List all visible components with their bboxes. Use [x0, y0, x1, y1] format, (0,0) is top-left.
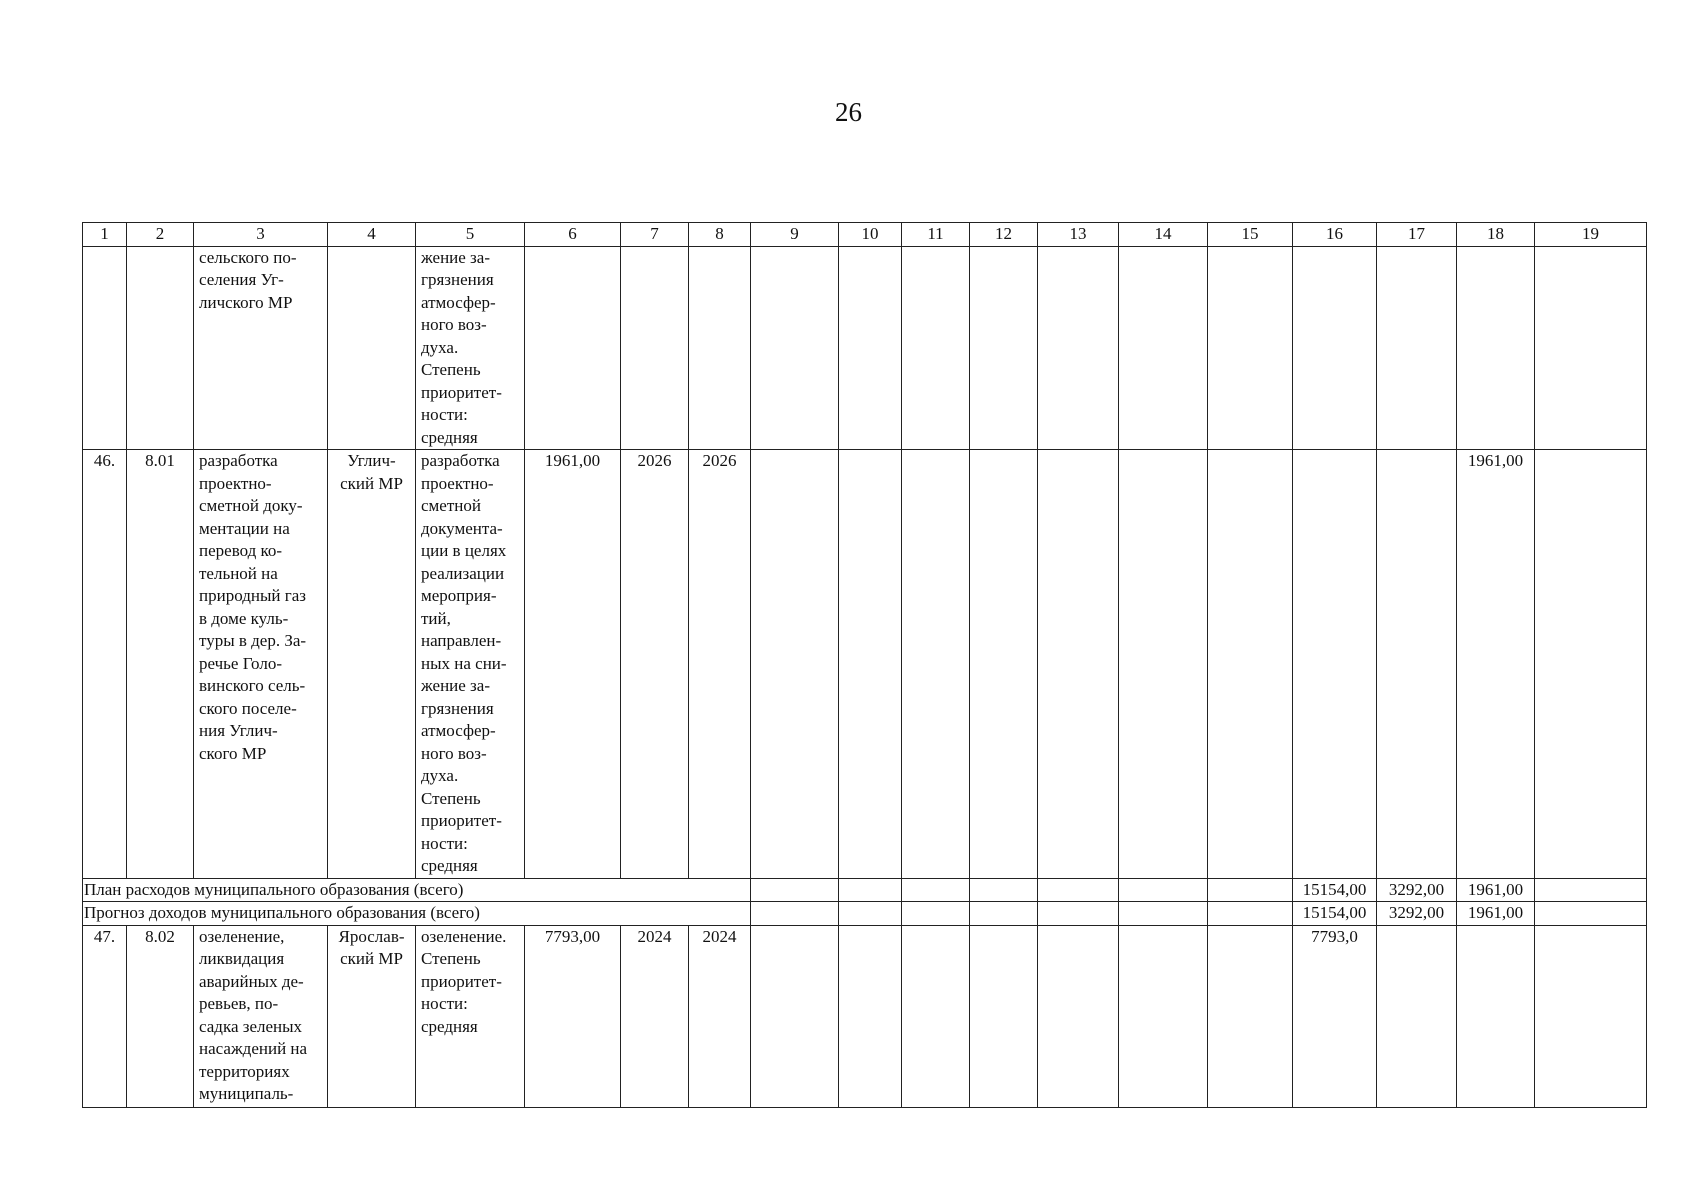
table-cell [902, 450, 970, 879]
amount-col16-cell: 7793,0 [1293, 925, 1377, 1107]
table-cell [751, 925, 839, 1107]
table-cell [751, 902, 839, 926]
header-row [83, 223, 1647, 247]
row-number-cell: 47. [83, 925, 127, 1107]
table-cell [970, 902, 1038, 926]
table-cell [1293, 450, 1377, 879]
row-number-cell: 46. [83, 450, 127, 879]
table-row-46 [83, 450, 1647, 879]
plan-total-row [83, 878, 1647, 902]
table-cell [1457, 925, 1535, 1107]
table-cell [328, 246, 416, 450]
table-cell [1535, 902, 1647, 926]
table-row-continued [83, 246, 1647, 450]
table-cell [83, 246, 127, 450]
start-year-cell: 2026 [621, 450, 689, 879]
measure-goal-cell: озеленение. Степень приоритет- ности: средняя [416, 925, 525, 1107]
table-cell [1119, 925, 1208, 1107]
table-cell [127, 246, 194, 450]
table-cell [1208, 246, 1293, 450]
header-cell: 1 [83, 223, 127, 247]
forecast-total-label: Прогноз доходов муниципального образования (всего) [83, 902, 751, 926]
measure-name-cell: озеленение, ликвидация аварийных де- ревьев, по- садка зеленых насаждений на территориях муниципаль- [194, 925, 328, 1107]
table-cell [1038, 450, 1119, 879]
measure-goal-cell: разработка проектно- сметной документа- ции в целях реализации мероприя- тий, направлен- ных на сни- жение за- грязнения атмосфер- ного воз- духа. Степень приоритет- ности: средняя [416, 450, 525, 879]
table-cell [1038, 878, 1119, 902]
header-cell: 13 [1038, 223, 1119, 247]
table-cell [1208, 925, 1293, 1107]
table-cell [839, 878, 902, 902]
header-cell: 8 [689, 223, 751, 247]
table-cell [1038, 925, 1119, 1107]
header-cell: 19 [1535, 223, 1647, 247]
start-year-cell: 2024 [621, 925, 689, 1107]
header-cell: 17 [1377, 223, 1457, 247]
table-cell [902, 925, 970, 1107]
header-cell: 11 [902, 223, 970, 247]
table-cell [1293, 246, 1377, 450]
table-cell [1119, 246, 1208, 450]
page-number: 26 [835, 97, 862, 127]
table-cell [970, 246, 1038, 450]
table-cell [1208, 450, 1293, 879]
cost-cell: 7793,00 [525, 925, 621, 1107]
amount-col18-cell: 1961,00 [1457, 902, 1535, 926]
table-cell [525, 246, 621, 450]
header-cell: 10 [839, 223, 902, 247]
plan-total-label: План расходов муниципального образования (всего) [83, 878, 751, 902]
table-cell [1208, 902, 1293, 926]
table-cell [839, 902, 902, 926]
table-cell [1038, 902, 1119, 926]
cost-cell: 1961,00 [525, 450, 621, 879]
table-cell [621, 246, 689, 450]
table-cell [751, 878, 839, 902]
table-cell [1208, 878, 1293, 902]
table-cell [1535, 925, 1647, 1107]
table-cell [970, 450, 1038, 879]
table-cell [902, 902, 970, 926]
table-cell [1457, 246, 1535, 450]
table-cell [1535, 246, 1647, 450]
header-cell: 16 [1293, 223, 1377, 247]
table-cell [689, 246, 751, 450]
table-cell [839, 246, 902, 450]
table-cell [1535, 450, 1647, 879]
amount-col17-cell: 3292,00 [1377, 878, 1457, 902]
budget-table [82, 222, 1647, 1108]
table-cell [970, 878, 1038, 902]
table-cell [970, 925, 1038, 1107]
header-cell: 4 [328, 223, 416, 247]
header-cell: 2 [127, 223, 194, 247]
table-cell [1119, 878, 1208, 902]
district-cell: Углич- ский МР [328, 450, 416, 879]
amount-col18-cell: 1961,00 [1457, 450, 1535, 879]
measure-goal-cell: жение за- грязнения атмосфер- ного воз- духа. Степень приоритет- ности: средняя [416, 246, 525, 450]
table-cell [1535, 878, 1647, 902]
table-cell [1119, 450, 1208, 879]
amount-col17-cell: 3292,00 [1377, 902, 1457, 926]
end-year-cell: 2024 [689, 925, 751, 1107]
measure-name-cell: разработка проектно- сметной доку- ментации на перевод ко- тельной на природный газ в доме куль- туры в дер. За- речье Голо- винского сель- ского поселе- ния Углич- ского МР [194, 450, 328, 879]
table-cell [1119, 902, 1208, 926]
header-cell: 6 [525, 223, 621, 247]
table-cell [902, 878, 970, 902]
header-cell: 12 [970, 223, 1038, 247]
measure-code-cell: 8.01 [127, 450, 194, 879]
amount-col16-cell: 15154,00 [1293, 902, 1377, 926]
table-row-47 [83, 925, 1647, 1107]
table-cell [1038, 246, 1119, 450]
table-cell [1377, 925, 1457, 1107]
table-cell [902, 246, 970, 450]
forecast-total-row [83, 902, 1647, 926]
header-cell: 18 [1457, 223, 1535, 247]
header-cell: 5 [416, 223, 525, 247]
district-cell: Ярослав- ский МР [328, 925, 416, 1107]
header-cell: 14 [1119, 223, 1208, 247]
measure-code-cell: 8.02 [127, 925, 194, 1107]
amount-col18-cell: 1961,00 [1457, 878, 1535, 902]
table-cell [751, 450, 839, 879]
table-cell [839, 925, 902, 1107]
header-cell: 15 [1208, 223, 1293, 247]
table-cell [751, 246, 839, 450]
header-cell: 9 [751, 223, 839, 247]
table-cell [1377, 450, 1457, 879]
table-cell [1377, 246, 1457, 450]
table-cell [839, 450, 902, 879]
header-cell: 3 [194, 223, 328, 247]
header-cell: 7 [621, 223, 689, 247]
end-year-cell: 2026 [689, 450, 751, 879]
amount-col16-cell: 15154,00 [1293, 878, 1377, 902]
measure-name-cell: сельского по- селения Уг- личского МР [194, 246, 328, 450]
